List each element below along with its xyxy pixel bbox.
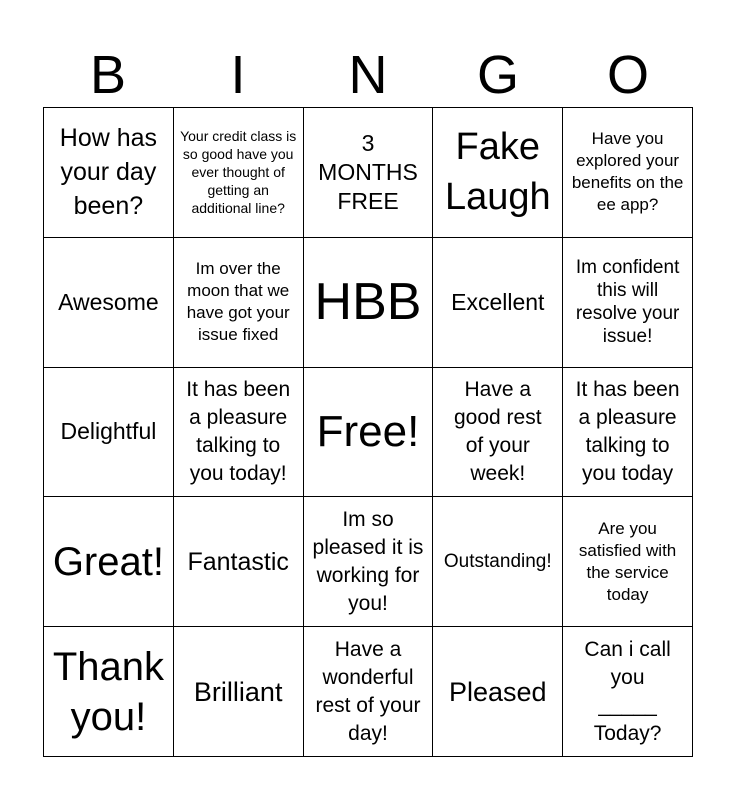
header-letter-b: B (89, 45, 127, 105)
bingo-cell[interactable] (304, 238, 434, 368)
bingo-cell[interactable] (433, 497, 563, 627)
cell-text: Fake Laugh (444, 126, 551, 219)
bingo-cell[interactable] (304, 108, 434, 238)
cell-text: Delightful (60, 418, 157, 445)
bingo-cell[interactable] (174, 108, 304, 238)
cell-text: Thank you! (52, 644, 164, 739)
bingo-cell[interactable] (174, 627, 304, 757)
bingo-cell[interactable] (304, 368, 434, 498)
cell-text: Brilliant (193, 676, 283, 707)
cell-text: It has been a pleasure talking to you today! (186, 377, 291, 485)
cell-text: Pleased (449, 676, 547, 707)
bingo-cell[interactable] (304, 627, 434, 757)
cell-text: Have a good rest of your week! (454, 377, 542, 485)
cell-text: Can i call you _____ Today? (584, 637, 671, 745)
header-letter-i: I (230, 45, 246, 105)
cell-text: How has your day been? (59, 124, 158, 221)
cell-text: Outstanding! (443, 551, 552, 573)
cell-text: Great! (52, 539, 164, 584)
bingo-cell[interactable] (433, 627, 563, 757)
cell-text: Im confident this will resolve your issue! (575, 257, 680, 348)
bingo-cell[interactable] (563, 627, 693, 757)
bingo-cell[interactable] (174, 368, 304, 498)
cell-text: Fantastic (187, 547, 289, 576)
cell-text: Free! (316, 406, 420, 456)
bingo-cell[interactable] (174, 497, 304, 627)
cell-text: 3 MONTHS FREE (318, 129, 418, 214)
cell-text: It has been a pleasure talking to you today (575, 377, 680, 485)
cell-text: Your credit class is so good have you ever thought of getting an additional line? (180, 128, 297, 217)
bingo-cell[interactable] (174, 238, 304, 368)
header-letter-n: N (348, 45, 388, 105)
bingo-cell[interactable] (44, 497, 174, 627)
cell-text: Im so pleased it is working for you! (312, 507, 424, 615)
header-letter-g: G (476, 45, 519, 105)
bingo-cell[interactable] (433, 108, 563, 238)
bingo-grid (43, 107, 693, 757)
cell-text: Excellent (451, 288, 545, 315)
cell-text: Have you explored your benefits on the ee app? (571, 129, 684, 215)
cell-text: Im over the moon that we have got your issue fixed (186, 259, 290, 345)
bingo-cell[interactable] (304, 497, 434, 627)
header-letter-o: O (606, 45, 649, 105)
cell-text: Have a wonderful rest of your day! (315, 637, 421, 745)
bingo-cell[interactable] (563, 238, 693, 368)
bingo-cell[interactable] (563, 497, 693, 627)
bingo-cell[interactable] (563, 368, 693, 498)
bingo-cell[interactable] (44, 627, 174, 757)
bingo-header (43, 44, 693, 106)
bingo-cell[interactable] (44, 368, 174, 498)
cell-text: HBB (314, 273, 422, 332)
cell-text: Are you satisfied with the service today (578, 518, 677, 604)
cell-text: Awesome (58, 288, 159, 315)
bingo-cell[interactable] (563, 108, 693, 238)
bingo-cell[interactable] (433, 368, 563, 498)
bingo-cell[interactable] (44, 108, 174, 238)
bingo-cell[interactable] (433, 238, 563, 368)
bingo-cell[interactable] (44, 238, 174, 368)
